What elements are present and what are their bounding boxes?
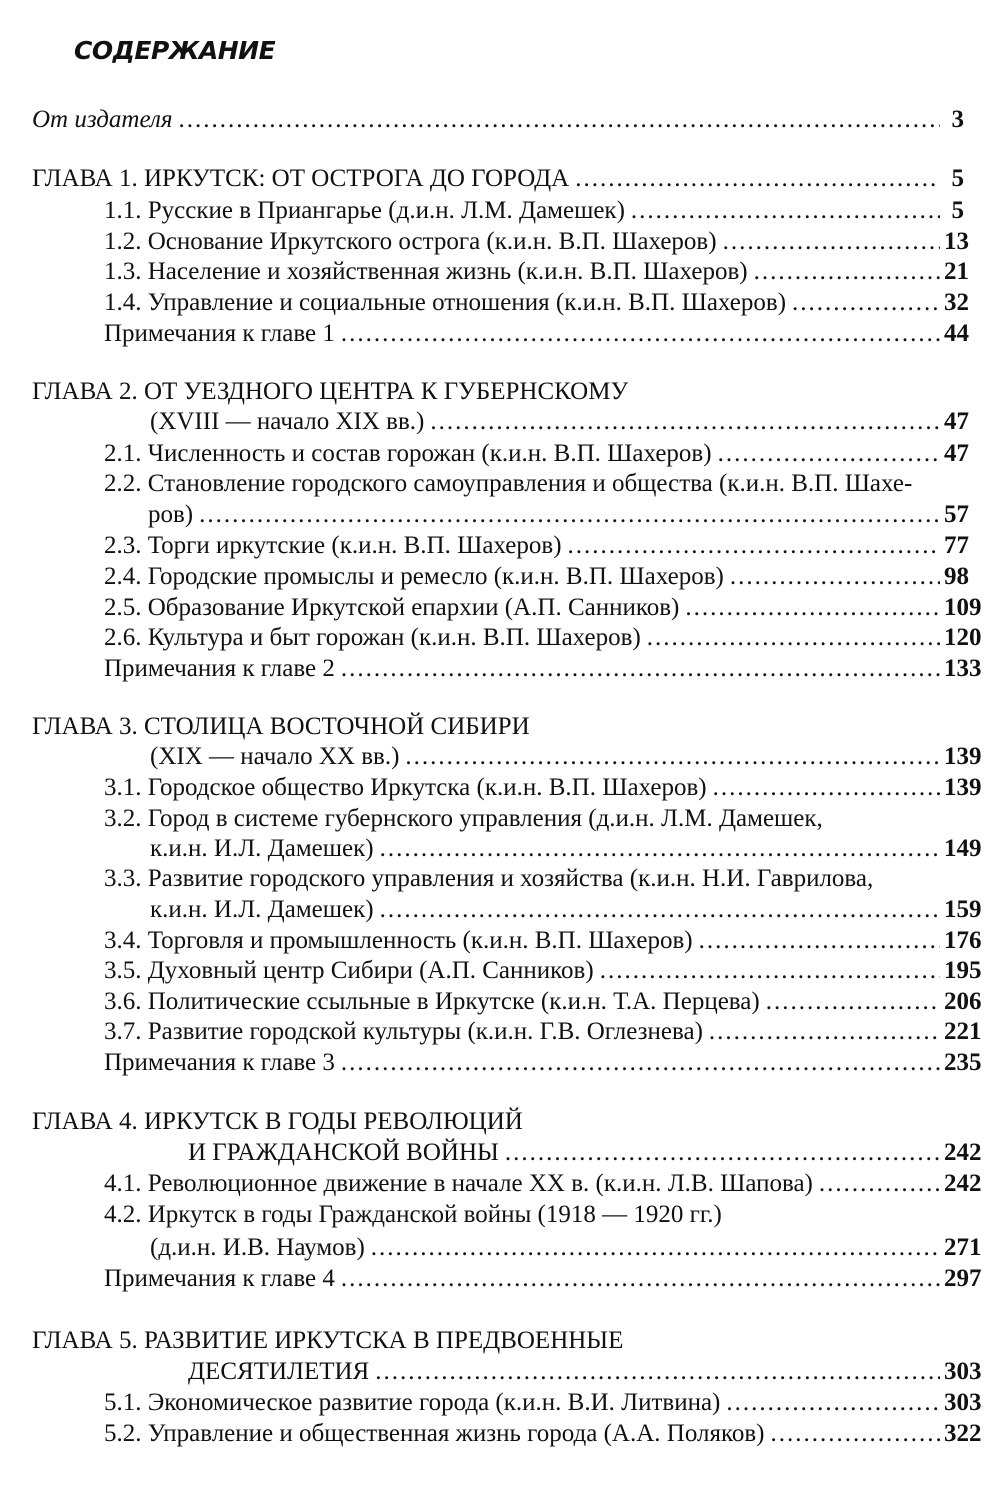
leader-dots: [771, 1418, 941, 1450]
leader-dots: [341, 318, 940, 350]
leader-dots: [341, 1047, 940, 1079]
toc-entry-publisher: [0, 104, 1000, 136]
chapter-3-heading: ГЛАВА 3. СТОЛИЦА ВОСТОЧНОЙ СИБИРИ: [32, 713, 530, 740]
entry-text: 2.5. Образование Иркутской епархии (А.П. Санников): [104, 594, 680, 621]
entry-page: 47: [944, 440, 969, 467]
toc-entry-2-1: [0, 438, 1000, 470]
leader-dots: [430, 406, 940, 438]
entry-page: 235: [944, 1049, 982, 1076]
entry-page: 47: [944, 408, 969, 435]
entry-page: 242: [944, 1170, 982, 1197]
leader-dots: [178, 104, 940, 136]
leader-dots: [375, 1356, 940, 1388]
leader-dots: [726, 1387, 940, 1419]
entry-2-2-line-1: 2.2. Становление городского самоуправления и общества (к.и.н. В.П. Шахе-: [104, 470, 913, 497]
toc-entry-2-4: [0, 561, 1000, 593]
entry-text: 3.5. Духовный центр Сибири (А.П. Санников): [104, 957, 594, 984]
entry-page: 195: [944, 957, 982, 984]
entry-3-3-line-1: 3.3. Развитие городского управления и хозяйства (к.и.н. Н.И. Гаврилова,: [104, 865, 874, 892]
entry-page: 159: [944, 896, 982, 923]
entry-page: 139: [944, 743, 982, 770]
entry-page: 322: [944, 1420, 982, 1447]
entry-text: 1.2. Основание Иркутского острога (к.и.н. В.П. Шахеров): [104, 228, 717, 255]
entry-page: 3: [951, 106, 964, 133]
entry-text: 4.1. Революционное движение в начале XX в. (к.и.н. Л.В. Шапова): [104, 1170, 813, 1197]
toc-chapter-5: [0, 1356, 1000, 1388]
toc-chapter-4: [0, 1137, 1000, 1169]
entry-text: 3.7. Развитие городской культуры (к.и.н. Г.В. Оглезнева): [104, 1018, 703, 1045]
entry-page: 109: [944, 594, 982, 621]
leader-dots: [380, 894, 940, 926]
toc-entry-1-2: [0, 226, 1000, 258]
toc-entry-3-3: [0, 894, 1000, 926]
entry-page: 139: [944, 774, 982, 801]
toc-notes-3: [0, 1047, 1000, 1079]
leader-dots: [766, 986, 940, 1018]
entry-text: Примечания к главе 1: [104, 320, 335, 347]
entry-page: 13: [944, 228, 969, 255]
toc-notes-2: [0, 653, 1000, 685]
entry-text: 5.1. Экономическое развитие города (к.и.н. В.И. Литвина): [104, 1389, 721, 1416]
toc-entry-3-5: [0, 955, 1000, 987]
toc-chapter-2: [0, 406, 1000, 438]
entry-page: 176: [944, 927, 982, 954]
entry-text: От издателя: [32, 106, 173, 133]
leader-dots: [371, 1232, 940, 1264]
entry-page: 133: [944, 655, 982, 682]
leader-dots: [405, 741, 940, 773]
leader-dots: [600, 955, 940, 987]
toc-entry-4-1: [0, 1168, 1000, 1200]
entry-text: ДЕСЯТИЛЕТИЯ: [188, 1358, 370, 1385]
chapter-2-heading: ГЛАВА 2. ОТ УЕЗДНОГО ЦЕНТРА К ГУБЕРНСКОМУ: [32, 378, 629, 405]
entry-text: 2.6. Культура и быт горожан (к.и.н. В.П. Шахеров): [104, 624, 641, 651]
toc-entry-2-3: [0, 530, 1000, 562]
leader-dots: [723, 226, 940, 258]
entry-page: 303: [944, 1358, 982, 1385]
entry-page: 57: [944, 501, 969, 528]
entry-page: 120: [944, 624, 982, 651]
leader-dots: [819, 1168, 940, 1200]
entry-text: Примечания к главе 2: [104, 655, 335, 682]
entry-page: 5: [951, 197, 964, 224]
entry-page: 5: [951, 165, 964, 192]
entry-text: 1.1. Русские в Приангарье (д.и.н. Л.М. Дамешек): [104, 197, 625, 224]
entry-3-2-line-1: 3.2. Город в системе губернского управления (д.и.н. Л.М. Дамешек,: [104, 805, 823, 832]
entry-page: 77: [944, 532, 969, 559]
leader-dots: [699, 925, 940, 957]
leader-dots: [199, 499, 940, 531]
entry-text: Примечания к главе 3: [104, 1049, 335, 1076]
leader-dots: [709, 1016, 940, 1048]
leader-dots: [713, 772, 940, 804]
entry-page: 21: [944, 258, 969, 285]
leader-dots: [792, 287, 940, 319]
leader-dots: [647, 622, 940, 654]
leader-dots: [685, 592, 940, 624]
entry-text: 3.6. Политические ссыльные в Иркутске (к.и.н. Т.А. Перцева): [104, 988, 760, 1015]
entry-text: ГЛАВА 1. ИРКУТСК: ОТ ОСТРОГА ДО ГОРОДА: [32, 165, 570, 192]
leader-dots: [631, 195, 940, 227]
entry-page: 303: [944, 1389, 982, 1416]
entry-text: 3.1. Городское общество Иркутска (к.и.н. В.П. Шахеров): [104, 774, 707, 801]
entry-text: 2.1. Численность и состав горожан (к.и.н. В.П. Шахеров): [104, 440, 712, 467]
toc-entry-2-6: [0, 622, 1000, 654]
page-title: СОДЕРЖАНИЕ: [74, 36, 276, 65]
toc-chapter-1: [0, 163, 1000, 195]
leader-dots: [341, 653, 940, 685]
toc-entry-3-1: [0, 772, 1000, 804]
leader-dots: [568, 530, 940, 562]
entry-page: 221: [944, 1018, 982, 1045]
entry-page: 242: [944, 1139, 982, 1166]
entry-text: 1.4. Управление и социальные отношения (к.и.н. В.П. Шахеров): [104, 289, 787, 316]
toc-entry-3-4: [0, 925, 1000, 957]
leader-dots: [380, 833, 940, 865]
chapter-5-heading: ГЛАВА 5. РАЗВИТИЕ ИРКУТСКА В ПРЕДВОЕННЫЕ: [32, 1327, 624, 1354]
toc-entry-4-2: [0, 1232, 1000, 1264]
entry-text: к.и.н. И.Л. Дамешек): [150, 896, 374, 923]
entry-text: 5.2. Управление и общественная жизнь города (А.А. Поляков): [104, 1420, 765, 1447]
entry-text: (XVIII — начало XIX вв.): [150, 408, 425, 435]
toc-entry-3-6: [0, 986, 1000, 1018]
toc-notes-1: [0, 318, 1000, 350]
toc-entry-3-2: [0, 833, 1000, 865]
toc-entry-5-1: [0, 1387, 1000, 1419]
entry-text: 1.3. Население и хозяйственная жизнь (к.и.н. В.П. Шахеров): [104, 258, 748, 285]
leader-dots: [730, 561, 940, 593]
entry-text: (XIX — начало XX вв.): [150, 743, 400, 770]
entry-page: 44: [944, 320, 969, 347]
leader-dots: [754, 256, 940, 288]
entry-page: 149: [944, 835, 982, 862]
toc-entry-1-4: [0, 287, 1000, 319]
leader-dots: [341, 1263, 940, 1295]
entry-text: И ГРАЖДАНСКОЙ ВОЙНЫ: [188, 1139, 499, 1166]
toc-entry-1-1: [0, 195, 1000, 227]
entry-text: к.и.н. И.Л. Дамешек): [150, 835, 374, 862]
entry-text: 2.3. Торги иркутские (к.и.н. В.П. Шахеров): [104, 532, 562, 559]
chapter-4-heading: ГЛАВА 4. ИРКУТСК В ГОДЫ РЕВОЛЮЦИЙ: [32, 1108, 523, 1135]
toc-entry-3-7: [0, 1016, 1000, 1048]
entry-page: 98: [944, 563, 969, 590]
toc-chapter-3: [0, 741, 1000, 773]
toc-entry-5-2: [0, 1418, 1000, 1450]
toc-entry-1-3: [0, 256, 1000, 288]
toc-entry-2-2: [0, 499, 1000, 531]
entry-page: 297: [944, 1265, 982, 1292]
entry-text: ров): [148, 501, 194, 528]
entry-text: Примечания к главе 4: [104, 1265, 335, 1292]
entry-page: 271: [944, 1234, 982, 1261]
entry-text: 3.4. Торговля и промышленность (к.и.н. В.П. Шахеров): [104, 927, 693, 954]
toc-notes-4: [0, 1263, 1000, 1295]
toc-entry-2-5: [0, 592, 1000, 624]
leader-dots: [505, 1137, 940, 1169]
entry-text: 2.4. Городские промыслы и ремесло (к.и.н. В.П. Шахеров): [104, 563, 724, 590]
leader-dots: [575, 163, 940, 195]
entry-text: (д.и.н. И.В. Наумов): [150, 1234, 365, 1261]
entry-page: 206: [944, 988, 982, 1015]
entry-4-2-line-1: 4.2. Иркутск в годы Гражданской войны (1918 — 1920 гг.): [104, 1201, 722, 1228]
entry-page: 32: [944, 289, 969, 316]
leader-dots: [718, 438, 940, 470]
